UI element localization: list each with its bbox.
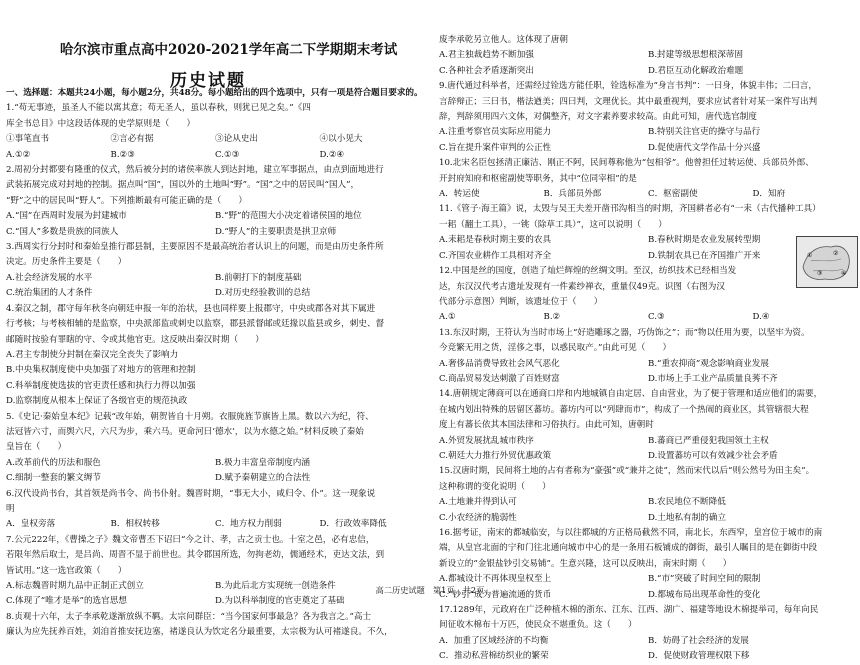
option-row [439,634,857,649]
text-line: 库全书总目》中这段话体现的史学原则是（ ） [6,118,196,129]
option-text: A.“国”在西周时发展为封建城市 [6,211,127,222]
option-row [439,187,857,202]
option-text: ③论从史出 [215,134,258,145]
option-row [439,249,857,264]
option-row [439,64,857,79]
option-text: A.君主独裁趋势不断加强 [439,50,534,61]
option-row [439,372,857,387]
text-line: 决定。历史条件主要是（ ） [6,257,127,268]
map-label-2: ② [833,250,839,257]
text-line: 7.公元222年，《曹操之子》魏文帝曹丕下诏曰“今之计、孝，古之贡士也。十室之邑，必有忠信， [6,534,375,545]
option-row [6,225,424,240]
text-line: 开封府知府和枢密副使等职务，其中“位同宰相”的是 [439,173,637,184]
option-text: A.社会经济发展的水平 [6,272,93,283]
option-row [439,141,857,156]
option-text: B.“重农抑商”观念影响商业发展 [648,358,769,369]
option-text: D.②④ [319,149,345,160]
option-row [439,495,857,510]
option-text: D.④ [752,312,770,323]
option-text: A.土地兼并得到认可 [439,497,517,508]
option-text: B.为此后北方实现统一创造条件 [215,581,336,591]
option-text: B.“野”的范围大小决定着诸侯国的地位 [215,211,362,222]
option-text: ②言必有据 [110,134,154,145]
option-text: C.旨在提升案件审判的公正性 [439,142,552,153]
text-line: 皇旨在（ ） [6,442,67,453]
option-text: C.①③ [215,149,240,160]
text-line: 言辞辩正；三曰书，楷法遒美；四曰判，文理优长。其中最重视判，要求应试者针对某一案件写出判 [439,96,818,107]
option-row [439,511,857,526]
option-text: B.春秋时期是农业发展转型期 [648,235,761,246]
option-text: B.农民地位不断降低 [648,497,726,508]
text-line: 6.汉代设尚书台，其首领是尚书令、尚书仆射。魏晋时期，“事无大小，咸归令、仆”。这一现象说 [6,488,376,499]
option-text: D.对历史经验教训的总结 [215,288,311,299]
text-line: 一耜（翻土工具），一铫（除草工具）”，这可以说明（ ） [439,219,667,230]
text-line: 端，从皇宫北面的宁和门往北通向城市中心的是一条用石板铺成的御街，最引人瞩目的是在御街中段 [439,543,818,554]
option-text: C.“钞引”成为普遍流通的货币 [439,589,552,600]
option-text: C.统治集团的人才条件 [6,288,93,299]
option-text: C.商品贸易发达刺激了百姓财富 [439,373,560,384]
section-heading: 一、选择题：本题共24小题，每小题2分，共48分。每小题给出的四个选项中，只有一项是符合题目要求的。 [6,88,423,98]
text-line: 明 [6,503,15,514]
option-text: B．相权转移 [110,519,160,530]
option-text: A．转运使 [439,189,480,200]
option-text: B.蕃商已严重侵犯我国领土主权 [648,435,769,446]
text-line: A.君主专制使分封制在秦汉完全丧失了影响力 [6,349,179,360]
option-text: D.都城布局出现革命性的变化 [648,589,761,600]
text-line: 废李承乾另立他人。这体现了唐朝 [439,35,568,45]
option-text: A.标志魏晋时期九品中正制正式创立 [6,581,144,591]
option-row [439,649,857,664]
option-text: D.市场上手工业产品质量良莠不齐 [648,373,778,384]
text-line: 新设立的“金银盐钞引交易铺”。生意兴隆，这可以反映出，南宋时期（ ） [439,558,732,569]
option-row [6,471,424,486]
option-text: D.“野人”的主要职责是拱卫京师 [215,226,337,237]
option-text: A.① [439,312,456,323]
text-line: 8.贞观十六年，太子李承乾遂渐放纵不羁。太宗问群臣：“当今国家何事最急？各为我言之。”高士 [6,611,372,622]
text-line: C.科举制度使选拔的官吏责任感和执行力得以加强 [6,380,196,391]
text-line: 法冠皆六寸，而舆六尺，六尺为步，乘六马。更命河曰‘德水’，以为水德之始。”材料反映了秦始 [6,426,364,437]
option-text: B.极力丰富皇帝制度内涵 [215,457,310,468]
option-row [6,132,424,147]
text-line: 2.周初分封都要有隆重的仪式，然后被分封的诸侯率族人到达封地，建立军事据点，由点到面地进行 [6,165,384,176]
option-text: A.①② [6,149,31,160]
text-line: 3.西周实行分封时和秦始皇推行郡县制，主要原因不是最高统治者认识上的问题，而是由历史条件所 [6,242,384,253]
text-line: D.监察制度从根本上保证了各级官吏的规范执政 [6,396,188,407]
option-row [439,357,857,372]
subject-title: 历史试题 [170,71,246,91]
text-line: 10.北宋名臣包拯清正廉洁、刚正不阿，民间尊称他为“包相爷”。他曾担任过转运使、兵部员外郎、 [439,158,814,169]
text-line: 行考核；与考核相辅的是监察，中央派部监或刺史以监察，郡县派督邮或廷掾以监县或乡，刺史、督 [6,319,385,330]
option-text: C．枢密副使 [648,189,698,200]
text-line: 廉认为应先抚养百姓，刘洎首推安抚边塞，褚遂良认为饮定名分最重要，太宗极为认可褚遂良。不久， [6,627,393,638]
text-line: 邮随时按验有罪瞎的守、令或其他官吏。这反映出秦汉时期（ ） [6,334,264,345]
text-line: 辞，判辞须用四六文体，对偶整齐，对文字素养要求较高。由此可知，唐代选官制度 [439,112,757,123]
option-text: B．兵部员外郎 [543,189,602,200]
text-line: 4.秦汉之制，郡守每年秋冬向朝廷申报一年的治状，县也同样要上报郡守，中央或郡各对其下属进 [6,303,376,314]
option-text: C.朝廷大力推行外贸优惠政策 [439,450,552,461]
option-text: C.小农经济的脆弱性 [439,512,517,523]
option-text: D.铁制农具已在齐国推广开来 [648,250,761,261]
option-text: C．地方权力削弱 [215,519,282,530]
option-text: D.赋予秦朝建立的合法性 [215,473,311,484]
text-line: B.中央集权制度使中央加强了对地方的管理和控制 [6,365,196,376]
map-outline [797,237,857,287]
text-line: 15.汉唐时期，民间将土地的占有者称为“豪强”或“兼并之徒”，然而宋代以后“则公然号为田主矣”。 [439,466,815,477]
text-line: 14.唐朝规定薄商可以在通商口岸和内地城镇自由定居、自由营业，为了便于管理和适应他们的需要， [439,389,823,400]
text-line: 5.《史记·秦始皇本纪》记载“改年始，朝贺皆自十月朔。衣服旄旌节旗皆上黑。数以六为纪，符、 [6,411,374,422]
option-row [6,456,424,471]
map-label-3: ③ [817,270,823,277]
option-text: C.各种社会矛盾逐渐突出 [439,65,534,76]
text-line: 达，东汉汉代考古遗址发现有一件素纱禅衣，重量仅49克。识图（右图为汉 [439,281,725,292]
option-text: D.设置蕃坊可以有效减少社会矛盾 [648,450,778,461]
option-row [6,517,424,532]
option-text: A.奢侈品消费导致社会风气恶化 [439,358,560,369]
option-row [439,233,857,248]
option-row [6,148,424,163]
text-line: 9.唐代通过科举者，还需经过铨选方能任职，铨选标准为“身言书判”：一曰身，体貌丰伟；二曰言， [439,81,817,92]
text-line: 今竞繁无用之货，淫侈之事，以惑民取产。”由此可见（ ） [439,343,672,354]
text-line: 武装拓展完成对封地的控制。据点叫“国”，国以外的土地叫“野”。“国”之中的居民叫“国人”， [6,180,360,191]
text-line: 在城内划出特殊的居留区蕃坊。蕃坊内可以“列肆而市”，构成了一个热闹的商业区，其管辖很大程 [439,404,809,415]
option-text: B.②③ [110,149,135,160]
option-text: B.“市”突破了时间空间的限制 [648,574,761,585]
right-column [439,33,857,665]
option-text: A．皇权旁落 [6,519,56,530]
text-line: 若限年然后取士，是吕尚、周晋不显于前世也。其令郡国所选，勿拘老幼，儒通经术，吏达文法，到 [6,550,385,561]
option-text: D．行政效率降低 [319,519,387,530]
option-text: ④以小见大 [319,134,363,145]
option-text: D．促使财政管理权限下移 [648,651,750,662]
option-text: A.改革前代的历法和服色 [6,457,101,468]
option-text: C.“国人”多数是贵族的同族人 [6,226,119,237]
option-text: D.促使唐代文学作品十分兴盛 [648,142,761,153]
text-line: 这种称谓的变化说明（ ） [439,481,551,492]
option-text: B．妨碍了社会经济的发展 [648,635,749,646]
text-line: 1.“苟无事迹，虽圣人不能以寓其意；苟无圣人，虽以春秋，则犹已见之矣。”《四 [6,103,311,114]
option-text: B.② [543,312,561,323]
text-line: 13.东汉时期，王符认为当时市场上“好造雕琢之器，巧伪饰之”；而“物以任用为要，以坚牢为资。 [439,327,810,338]
option-text: D.君臣互动化解政治难题 [648,65,744,76]
text-line: 皆试用。”这一选官政策（ ） [6,565,127,576]
option-text: A.都城设计不再体现皇权至上 [439,574,552,585]
exam-title: 哈尔滨市重点高中2020-2021学年高二下学期期末考试 [60,42,398,58]
option-text: D.土地私有制的确立 [648,512,727,523]
option-text: D.为以科举制度的官吏奠定了基础 [215,596,345,607]
option-row [6,286,424,301]
option-text: D．知府 [752,189,786,200]
option-text: A．加重了区域经济的不均衡 [439,635,549,646]
option-text: A.注重考察官员实际应用能力 [439,127,552,138]
option-text: B.封建等级思想根深蒂固 [648,50,743,61]
option-row [439,434,857,449]
option-row [6,209,424,224]
text-line: “野”之中的居民叫“野人”。下列推断最有可能正确的是（ ） [6,195,248,206]
option-text: C.体现了“唯才是举”的选官思想 [6,596,127,607]
option-row [6,594,424,609]
option-text: A.外贸发展扰乱城市秩序 [439,435,534,446]
page-footer: 高二历史试题 第1页 共2页 [375,585,485,595]
option-row [439,125,857,140]
text-line: 代部分示意图）判断，该遗址位于（ ） [439,296,603,307]
option-text: B.前朝打下的制度基础 [215,272,302,283]
text-line: 16.据考证，南宋的都城临安，与以往都城的方正格局截然不同，南北长，东西窄，皇宫位于城市的南 [439,528,823,538]
map-label-1: ① [807,252,813,259]
text-line: 间征收木棉布十万匹，使民众不堪重负。这（ ） [439,620,637,631]
option-text: ①事笔直书 [6,134,49,145]
option-text: C.细制一整套的繁文缛节 [6,473,101,484]
option-text: C．推动私营棉纺织业的繁荣 [439,651,549,662]
option-row [439,310,857,325]
option-row [6,271,424,286]
left-column [6,86,424,641]
option-row [439,449,857,464]
option-text: B.特别关注官吏的操守与品行 [648,127,761,138]
text-line: 11.《管子·海王篇》说，太毁与吴王夫差开凿邗沟相当的时期，齐国耕者必有“一耒（古代播种工具） [439,204,821,215]
han-map-figure [796,236,858,288]
map-label-4: ④ [841,270,847,277]
text-line: 12.中国是丝的国度，创造了灿烂辉煌的丝绸文明。至汉，纺织技术已经相当发 [439,266,737,277]
text-line: 17.1289年，元政府在广泛种植木棉的浙东、江东、江西、湖广、福建等地设木棉提举司，每年向民 [439,605,819,616]
option-text: C.③ [648,312,665,323]
option-text: A.耒耜是春秋时期主要的农具 [439,235,552,246]
text-line: 度上有蕃长依其本国法律和习俗执行。由此可知，唐朝时 [439,420,654,431]
option-text: C.齐国农业耕作工具相对齐全 [439,250,552,261]
option-row [439,48,857,63]
